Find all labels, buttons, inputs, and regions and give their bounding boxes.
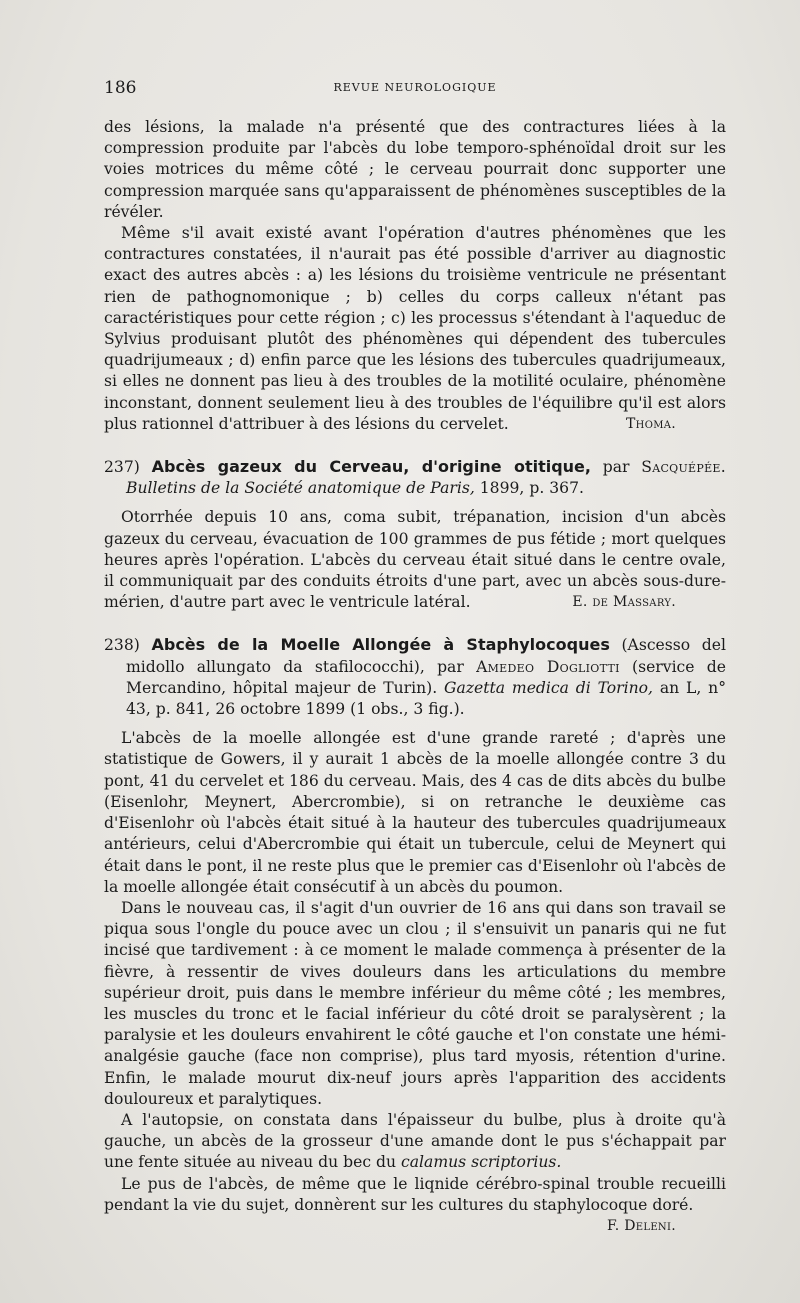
entry-238-source: Gazetta medica di Torino, [444,678,653,697]
page-header [104,78,726,100]
entry-238-paragraph-4: Le pus de l'abcès, de même que le liqnide cérébro-spinal trouble recueilli pendant la vie du sujet, donnèrent sur les cultures du staphylocoque doré. [104,1174,726,1214]
intro-paragraph-1: des lésions, la malade n'a présenté que des contractures liées à la compression produite par l'abcès du lobe temporo-sphénoïdal droit sur les voies motrices du même côté ; le cerveau pourrait donc supporter une compression marquée sans qu'apparaissent de phénomènes susceptibles de la révéler. [104,118,726,221]
signature-massary: E. de Massary. [572,594,676,611]
entry-238-title: Abcès de la Moelle Allongée à Staphylocoques [151,635,610,655]
signature-deleni: F. Deleni. [606,1217,676,1234]
intro-paragraph-2 [104,223,726,435]
entry-238-paragraph-3 [104,1110,726,1174]
entry-238-ref: an L, n° 43, p. 841, 26 octobre 1899 (1 obs., 3 fig.). [126,678,726,719]
text-column [104,117,726,1237]
entry-238-paragraph-3-text: A l'autopsie, on constata dans l'épaisseur du bulbe, plus à droite qu'à gauche, un abcès de la grosseur d'une amande dont le pus s'échappait par une fente située au niveau du bec du [104,1110,726,1172]
entry-238-author: Amedeo Dogliotti [476,657,620,676]
entry-237-by: par [602,458,630,477]
entry-238-paragraph-1: L'abcès de la moelle allongée est d'une grande rareté ; d'après une statistique de Gowers, il y aurait 1 abcès de la moelle allongée contre 3 du pont, 41 du cervelet et 186 du cerveau. Mais, des 4 cas de dits abcès du bulbe (Eisenlohr, Meynert, Abercrombie), si on retranche le deuxième cas d'Eisenlohr où l'abcès était situé à la hauteur des tubercules quadrijumeaux antérieurs, celui d'Abercrombie qui était un tubercule, celui de Meynert qui était dans le pont, il ne reste plus que le premier cas d'Eisenlohr où l'abcès de la moelle allongée était consécutif à un abcès du poumon. [104,729,726,896]
running-title: REVUE NEUROLOGIQUE [333,81,497,94]
entry-238-subtitle: (Ascesso del midollo allungato da stafilococchi), par [126,636,726,676]
entry-237-body [104,507,726,613]
entry-237-ref: 1899, p. 367. [479,479,584,498]
calamus-term: calamus scriptorius. [401,1153,562,1172]
entry-237-author: Sacquépée. [641,458,726,477]
entry-237-heading [104,456,726,499]
entry-238-paragraph-2: Dans le nouveau cas, il s'agit d'un ouvrier de 16 ans qui dans son travail se piqua sous l'ongle du pouce avec un clou ; il s'ensuivit un panaris qui ne fut incisé que tardivement : à ce moment le malade commença à présenter de la fièvre, à ressentir de vives douleurs dans les articulations du membre supérieur droit, puis dans le membre inférieur du même côté ; les membres, les muscles du tronc et le facial inférieur du côté droit se paralysèrent ; la paralysie et les douleurs envahirent le côté gauche et l'on constate une hémi-analgésie gauche (face non comprise), plus tard myosis, rétention d'urine. Enfin, le malade mourut dix-neuf jours après l'apparition des accidents douloureux et paralytiques. [104,898,726,1108]
intro-paragraph-2-text: Même s'il avait existé avant l'opération d'autres phénomènes que les contractures constatées, il n'aurait pas été possible d'arriver au diagnostic exact des autres abcès : a) les lésions du troisième ventricule ne présentant rien de pathognomonique ; b) celles du corps calleux n'étant pas caractéristiques pour cette région ; c) les processus s'étendant à l'aqueduc de Sylvius produisant plutôt des phénomènes qui dépendent des tubercules quadrijumeaux ; d) enfin parce que les lésions des tubercules quadrijumeaux, si elles ne donnent pas lieu à des troubles de la motilité oculaire, phénomène inconstant, donnent seulement lieu à des troubles de l'équilibre qu'il est alors plus rationnel d'attribuer à des lésions du cervelet. [104,224,726,433]
entry-238-institution: (service de Mercandino, hôpital majeur de Turin). [126,657,726,697]
page-number: 186 [104,78,137,98]
entry-238-heading [104,634,726,720]
entry-237-number: 237) [104,458,140,477]
entry-238-number: 238) [104,636,140,655]
signature-thoma: Thoma. [626,415,676,432]
entry-237-source: Bulletins de la Société anatomique de Paris, [126,479,475,498]
entry-237-body-text: Otorrhée depuis 10 ans, coma subit, trépanation, incision d'un abcès gazeux du cerveau, évacuation de 100 grammes de pus fétide ; mort quelques heures après l'opération. L'abcès du cerveau était situé dans le centre ovale, il communiquait par des conduits étroits d'une part, avec un abcès sous-dure-mérien, d'autre part avec le ventricule latéral. [104,508,726,612]
entry-237-title: Abcès gazeux du Cerveau, d'origine otitique, [151,457,591,477]
